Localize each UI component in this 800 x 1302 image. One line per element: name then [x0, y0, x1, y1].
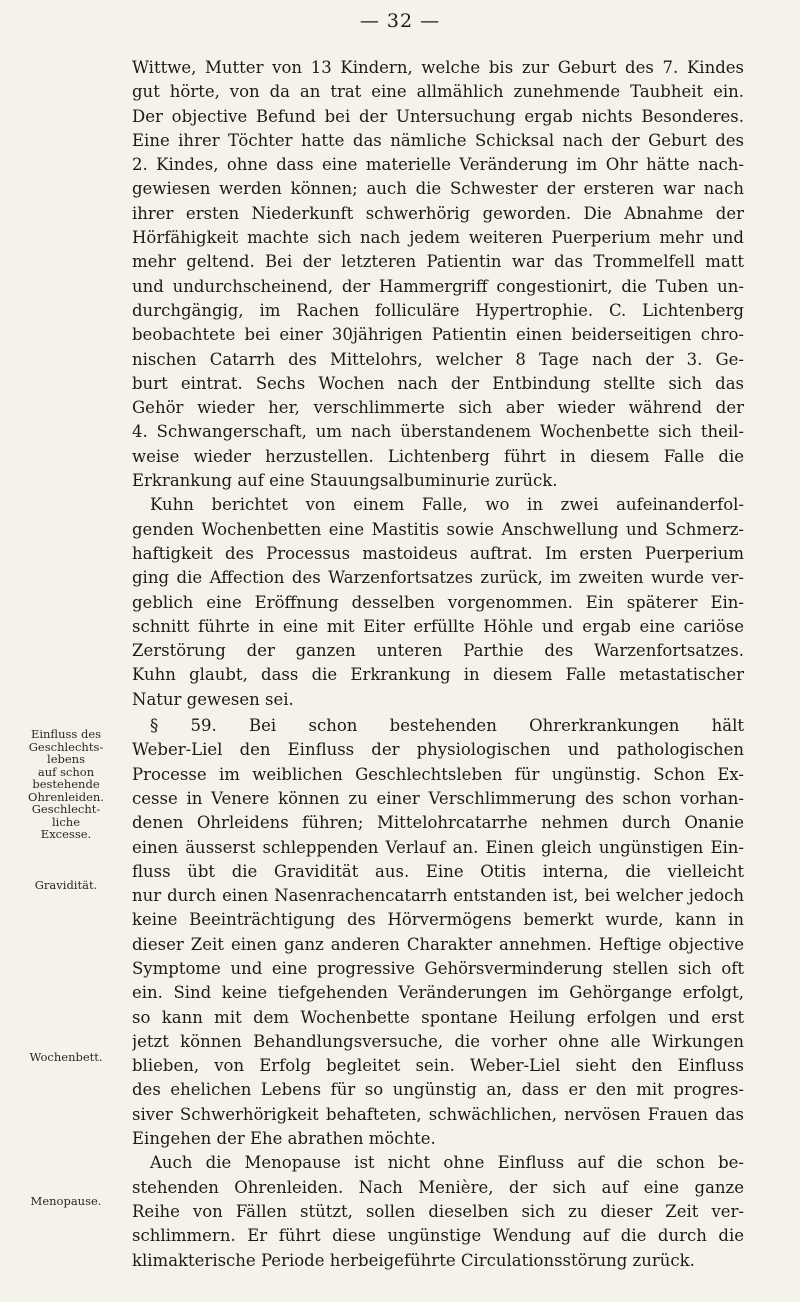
margin-note-wochenbett: [6, 1051, 126, 1064]
text-line: Erkrankung auf eine Stauungsalbuminurie zurück.: [132, 471, 558, 491]
text-line: so kann mit dem Wochenbette spontane Heilung erfolgen und erst: [132, 1007, 744, 1027]
margin-note-line: Einfluss des: [30, 727, 102, 741]
text-line: Reihe von Fällen stützt, sollen dieselben sich zu dieser Zeit ver-: [132, 1201, 744, 1221]
text-line: 2. Kindes, ohne dass eine materielle Veränderung im Ohr hätte nach-: [132, 155, 744, 175]
text-line: ihrer ersten Niederkunft schwerhörig geworden. Die Abnahme der: [132, 203, 744, 223]
text-line: siver Schwerhörigkeit behafteten, schwächlichen, nervösen Frauen das: [132, 1104, 744, 1124]
paragraph-1: [132, 56, 744, 493]
text-line: Weber-Liel den Einfluss der physiologischen und pathologischen: [132, 740, 744, 760]
paragraph-2: [132, 493, 744, 712]
text-line: Der objective Befund bei der Untersuchung ergab nichts Besonderes.: [132, 106, 744, 126]
margin-note-line: liche: [51, 814, 80, 829]
text-line: Gehör wieder her, verschlimmerte sich aber wieder während der: [132, 398, 744, 418]
text-line: Natur gewesen sei.: [132, 689, 294, 709]
text-line: schlimmern. Er führt diese ungünstige Wendung auf die durch die: [132, 1226, 744, 1246]
text-line: Zerstörung der ganzen unteren Parthie des Warzenfortsatzes.: [132, 641, 744, 661]
margin-note-line: Gravidität.: [34, 878, 98, 892]
margin-note-line: Ohrenleiden.: [28, 789, 104, 804]
text-line: stehenden Ohrenleiden. Nach Menière, der sich auf eine ganze: [132, 1177, 744, 1197]
text-line: mehr geltend. Bei der letzteren Patientin war das Trommelfell matt: [132, 252, 744, 272]
text-line: keine Beeinträchtigung des Hörvermögens bemerkt wurde, kann in: [132, 910, 744, 930]
margin-note-line: auf schon: [37, 764, 95, 779]
text-line: geblich eine Eröffnung desselben vorgenommen. Ein späterer Ein-: [132, 592, 744, 612]
margin-note-line: Geschlechts-: [28, 739, 104, 754]
text-line: haftigkeit des Processus mastoideus auftrat. Im ersten Puerperium: [132, 543, 744, 563]
text-line: Eingehen der Ehe abrathen möchte.: [132, 1129, 436, 1149]
margin-note-line: lebens: [47, 752, 85, 766]
text-line: des ehelichen Lebens für so ungünstig an, dass er den mit progres-: [132, 1080, 744, 1100]
text-line: burt eintrat. Sechs Wochen nach der Entbindung stellte sich das: [132, 373, 744, 393]
text-line: Kuhn berichtet von einem Falle, wo in zwei aufeinanderfol-: [150, 495, 744, 515]
margin-note-line: Geschlecht-: [31, 802, 101, 816]
margin-note-line: Excesse.: [40, 827, 92, 841]
text-line: schnitt führte in eine mit Eiter erfüllte Höhle und ergab eine cariöse: [132, 616, 744, 636]
margin-note-line: Menopause.: [30, 1194, 102, 1208]
text-line: 4. Schwangerschaft, um nach überstandenem Wochenbette sich theil-: [132, 422, 744, 442]
text-line: Eine ihrer Töchter hatte das nämliche Schicksal nach der Geburt des: [132, 130, 744, 150]
text-line: gewiesen werden können; auch die Schwester der ersteren war nach: [132, 179, 744, 199]
text-line: Wittwe, Mutter von 13 Kindern, welche bis zur Geburt des 7. Kindes: [132, 58, 744, 77]
margin-note-graviditaet: [6, 879, 126, 892]
text-line: beobachtete bei einer 30jährigen Patientin einen beiderseitigen chro-: [132, 325, 744, 345]
text-line: dieser Zeit einen ganz anderen Charakter annehmen. Heftige objective: [132, 934, 744, 954]
text-line: cesse in Venere können zu einer Verschlimmerung des schon vorhan-: [132, 788, 744, 808]
text-line: und undurchscheinend, der Hammergriff congestionirt, die Tuben un-: [132, 276, 744, 296]
text-line: nur durch einen Nasenrachencatarrh entstanden ist, bei welcher jedoch: [132, 886, 744, 906]
text-line: Kuhn glaubt, dass die Erkrankung in diesem Falle metastatischer: [132, 665, 744, 685]
text-line: genden Wochenbetten eine Mastitis sowie Anschwellung und Schmerz-: [132, 519, 744, 539]
text-line: gut hörte, von da an trat eine allmählich zunehmende Taubheit ein.: [132, 82, 744, 102]
text-line: denen Ohrleidens führen; Mittelohrcatarrhe nehmen durch Onanie: [132, 813, 744, 833]
text-line: Processe im weiblichen Geschlechtsleben für ungünstig. Schon Ex-: [132, 764, 744, 784]
text-line: nischen Catarrh des Mittelohrs, welcher 8 Tage nach der 3. Ge-: [132, 349, 744, 369]
text-line: durchgängig, im Rachen folliculäre Hypertrophie. C. Lichtenberg: [132, 300, 744, 320]
text-line: Auch die Menopause ist nicht ohne Einfluss auf die schon be-: [150, 1153, 744, 1173]
margin-note-line: bestehende: [32, 777, 100, 791]
text-line: ging die Affection des Warzenfortsatzes zurück, im zweiten wurde ver-: [132, 568, 744, 588]
text-line: klimakterische Periode herbeigeführte Circulationsstörung zurück.: [132, 1250, 695, 1270]
text-line: Hörfähigkeit machte sich nach jedem weiteren Puerperium mehr und: [132, 228, 744, 248]
text-line: Symptome und eine progressive Gehörsverminderung stellen sich oft: [132, 958, 744, 978]
paragraph-4: [132, 1151, 744, 1272]
margin-note-menopause: [6, 1195, 126, 1208]
text-line: weise wieder herzustellen. Lichtenberg führt in diesem Falle die: [132, 446, 744, 466]
page-number: — 32 —: [359, 10, 441, 32]
paragraph-3: [132, 714, 744, 1151]
text-line: blieben, von Erfolg begleitet sein. Weber-Liel sieht den Einfluss: [132, 1056, 744, 1076]
text-line: § 59. Bei schon bestehenden Ohrerkrankungen hält: [150, 716, 744, 736]
text-line: ein. Sind keine tiefgehenden Veränderungen im Gehörgange erfolgt,: [132, 983, 744, 1003]
text-line: einen äusserst schleppenden Verlauf an. Einen gleich ungünstigen Ein-: [132, 837, 744, 857]
margin-note-einfluss: [6, 728, 126, 841]
margin-note-line: Wochenbett.: [29, 1050, 103, 1064]
text-line: jetzt können Behandlungsversuche, die vorher ohne alle Wirkungen: [132, 1031, 744, 1051]
text-line: fluss übt die Gravidität aus. Eine Otitis interna, die vielleicht: [132, 861, 744, 881]
body-text: [132, 56, 744, 1273]
